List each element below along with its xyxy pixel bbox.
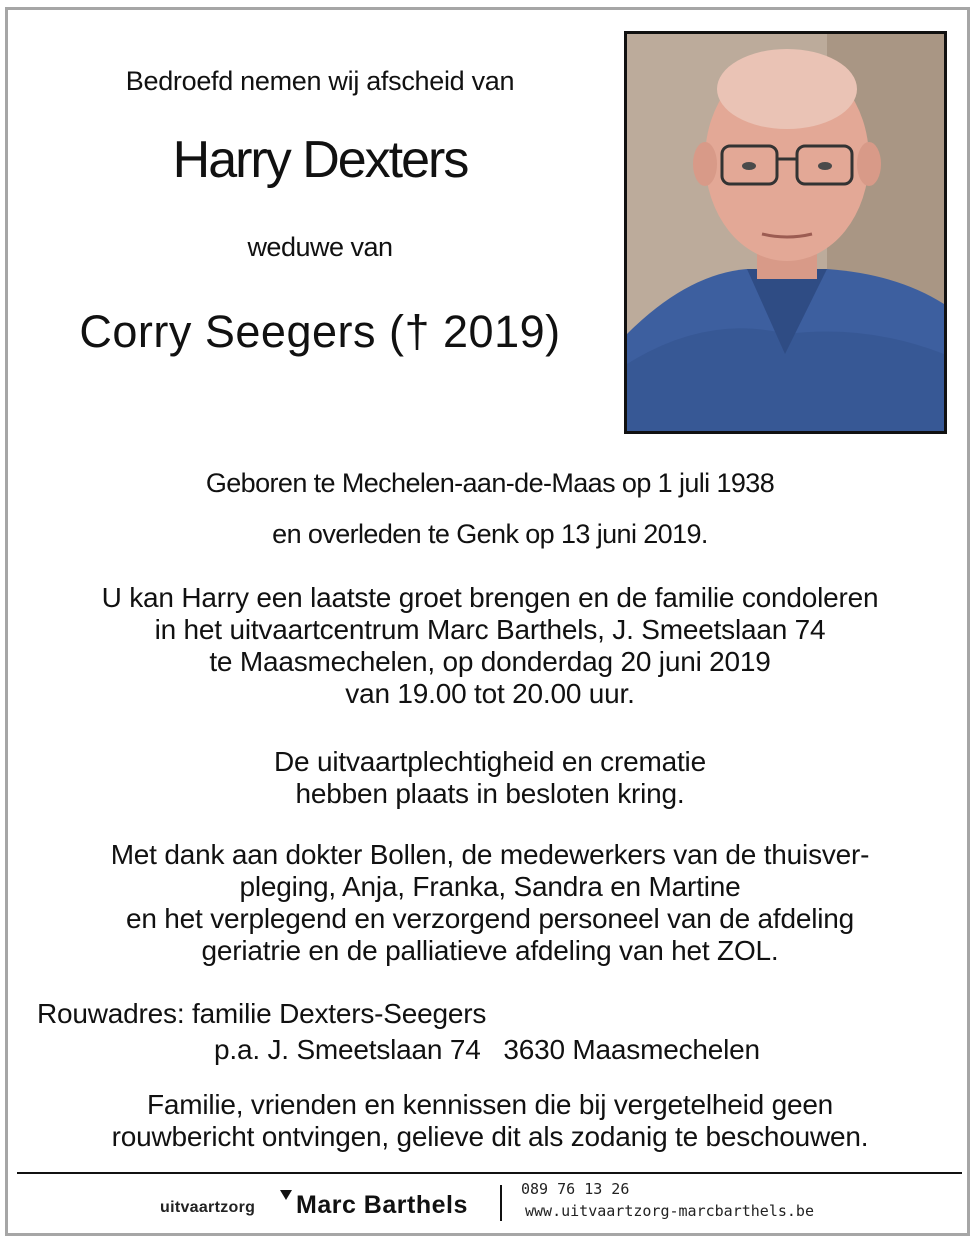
footer-phone: 089 76 13 26 [521, 1180, 630, 1198]
died-line: en overleden te Genk op 13 juni 2019. [272, 519, 708, 549]
born-line: Geboren te Mechelen-aan-de-Maas op 1 juli 1938 [205, 468, 775, 498]
logo-name: Marc Barthels [296, 1191, 468, 1219]
visitation-line: te Maasmechelen, op donderdag 20 juni 2019 [209, 646, 771, 677]
visitation-paragraph [0, 582, 980, 710]
thanks-paragraph [0, 839, 980, 967]
closing-line: Familie, vrienden en kennissen die bij vergetelheid geen [146, 1089, 834, 1120]
mourning-address-line2: p.a. J. Smeetslaan 74 3630 Maasmechelen [214, 1034, 760, 1065]
thanks-line: en het verplegend en verzorgend personeel van de afdeling [125, 903, 855, 934]
ceremony-line: De uitvaartplechtigheid en crematie [274, 746, 706, 777]
footer-website[interactable]: www.uitvaartzorg-marcbarthels.be [525, 1202, 814, 1220]
spouse-name: Corry Seegers († 2019) [79, 306, 561, 357]
footer-separator [500, 1185, 502, 1221]
visitation-line: U kan Harry een laatste groet brengen en de familie condoleren [101, 582, 879, 613]
relation-text: weduwe van [247, 232, 393, 262]
visitation-line: in het uitvaartcentrum Marc Barthels, J. Smeetslaan 74 [154, 614, 826, 645]
thanks-line: geriatrie en de palliatieve afdeling van het ZOL. [201, 935, 779, 966]
ceremony-paragraph [0, 746, 980, 810]
visitation-line: van 19.00 tot 20.00 uur. [345, 678, 635, 709]
closing-line: rouwbericht ontvingen, gelieve dit als zodanig te beschouwen. [111, 1121, 869, 1152]
thanks-line: Met dank aan dokter Bollen, de medewerkers van de thuisver- [110, 839, 870, 870]
mourning-address-line1: Rouwadres: familie Dexters-Seegers [37, 998, 487, 1029]
logo-subtitle: uitvaartzorg [160, 1199, 256, 1216]
footer-divider [17, 1172, 962, 1174]
portrait-photo [624, 31, 947, 434]
logo-triangle-icon [280, 1190, 292, 1200]
closing-paragraph [0, 1089, 980, 1153]
ceremony-line: hebben plaats in besloten kring. [295, 778, 685, 809]
thanks-line: pleging, Anja, Franka, Sandra en Martine [239, 871, 741, 902]
intro-text: Bedroefd nemen wij afscheid van [125, 66, 515, 96]
portrait-illustration [627, 34, 944, 431]
deceased-name: Harry Dexters [172, 131, 468, 189]
